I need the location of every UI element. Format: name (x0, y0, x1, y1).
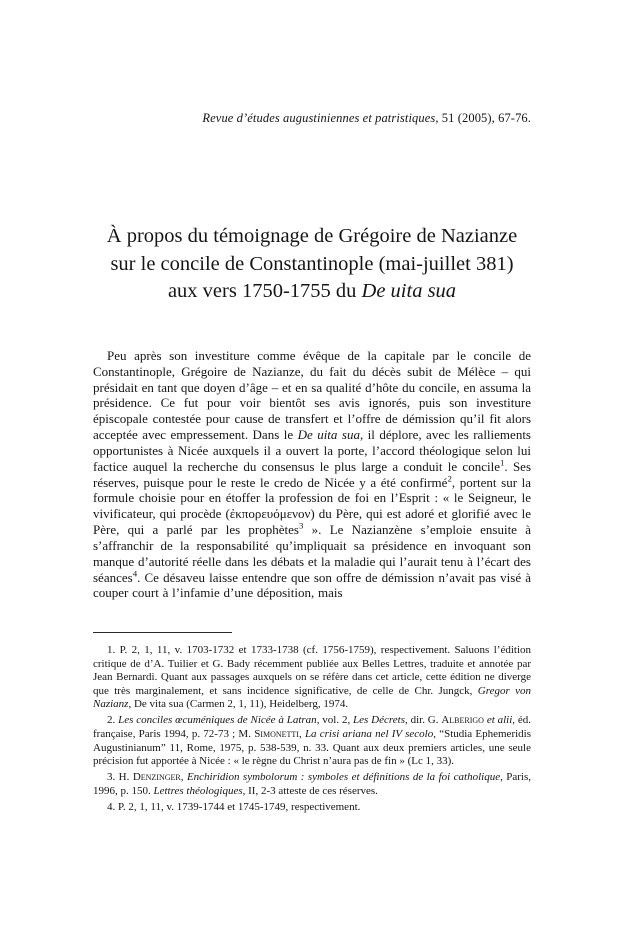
title-line-2: sur le concile de Constantinople (mai-juillet 381) (110, 252, 514, 275)
article-body-paragraph: Peu après son investiture comme évêque de la capitale par le concile de Constantinople, Grégoire de Nazianze, du fait du décès subit de Mélèce – qui présidait en tant que doyen d’âge – et en sa qualité d’hôte du concile, en assuma la présidence. Ce fut pour voir bientôt ses avis ignorés, puis son investiture épiscopale contestée pour cause de transfert et l’offre de démission qu’il fit alors acceptée avec empressement. Dans le De uita sua, il déplore, avec les ralliements opportunistes à Nicée auxquels il a ouvert la porte, l’accord théologique selon lui factice auquel la recherche du consensus le plus large a conduit le concile$^1$. Ses réserves, puisque pour le reste le credo de Nicée y a été confirmé$^2$, portent sur la formule choisie pour en étoffer la profession de foi en l’Esprit : « le Seigneur, le vivificateur, qui procède (ἐκπορευόμενον) du Père, qui est adoré et glorifié avec le Père, qui a parlé par les prophètes$^3$ ». Le Nazianzène s’emploie ensuite à s’affranchir de la responsabilité qu’impliquait sa présidence en invoquant son manque d’autorité réelle dans les débats et la maladie qui l’aurait tenu à l’écart des séances$^4$. Ce désaveu laisse entendre que son offre de démission n’avait pas visé à couper court à l’infamie d’une déposition, mais (93, 348, 532, 601)
footnote-2: 2. Les conciles œcuméniques de Nicée à Latran, vol. 2, Les Décrets, dir. G. Alberigo et alii, éd. française, Paris 1994, p. 72-73 ; M. Simonetti, La crisi ariana nel IV secolo, “Studia Ephemeridis Augustinianum” 11, Rome, 1975, p. 538-539, n. 33. Quant aux deux premiers articles, une seule précision fut apportée à Nicée : « le règne du Christ n’aura pas de fin » (Lc 1, 33). (93, 714, 532, 768)
footnote-4: 4. P. 2, 1, 11, v. 1739-1744 et 1745-1749, respectivement. (107, 801, 361, 814)
page-title (93, 223, 531, 306)
title-line-1: À propos du témoignage de Grégoire de Nazianze (106, 225, 518, 247)
footnote-3: 3. H. Denzinger, Enchiridion symbolorum : symboles et définitions de la foi catholique, Paris, 1996, p. 150. Lettres théologiques, II, 2-3 atteste de ces réserves. (93, 771, 532, 797)
footnote-separator (93, 632, 232, 633)
footnote-1: 1. P. 2, 1, 11, v. 1703-1732 et 1733-1738 (cf. 1756-1759), respectivement. Saluons l’édition critique de d’A. Tuilier et G. Bady récemment publiée aux Belles Lettres, traduite et annotée par Jean Bernardi. Quant aux passages auxquels on se réfère dans cet article, cette édition ne diverge que très marginalement, et sans incidence significative, de celle de Chr. Jungck, Gregor von Nazianz, De vita sua (Carmen 2, 1, 11), Heidelberg, 1974. (93, 644, 531, 711)
title-line-3: aux vers 1750-1755 du De uita sua (167, 280, 457, 302)
footnotes-section (93, 644, 531, 817)
journal-reference: Revue d’études augustiniennes et patristiques, 51 (2005), 67-76. (202, 111, 531, 125)
